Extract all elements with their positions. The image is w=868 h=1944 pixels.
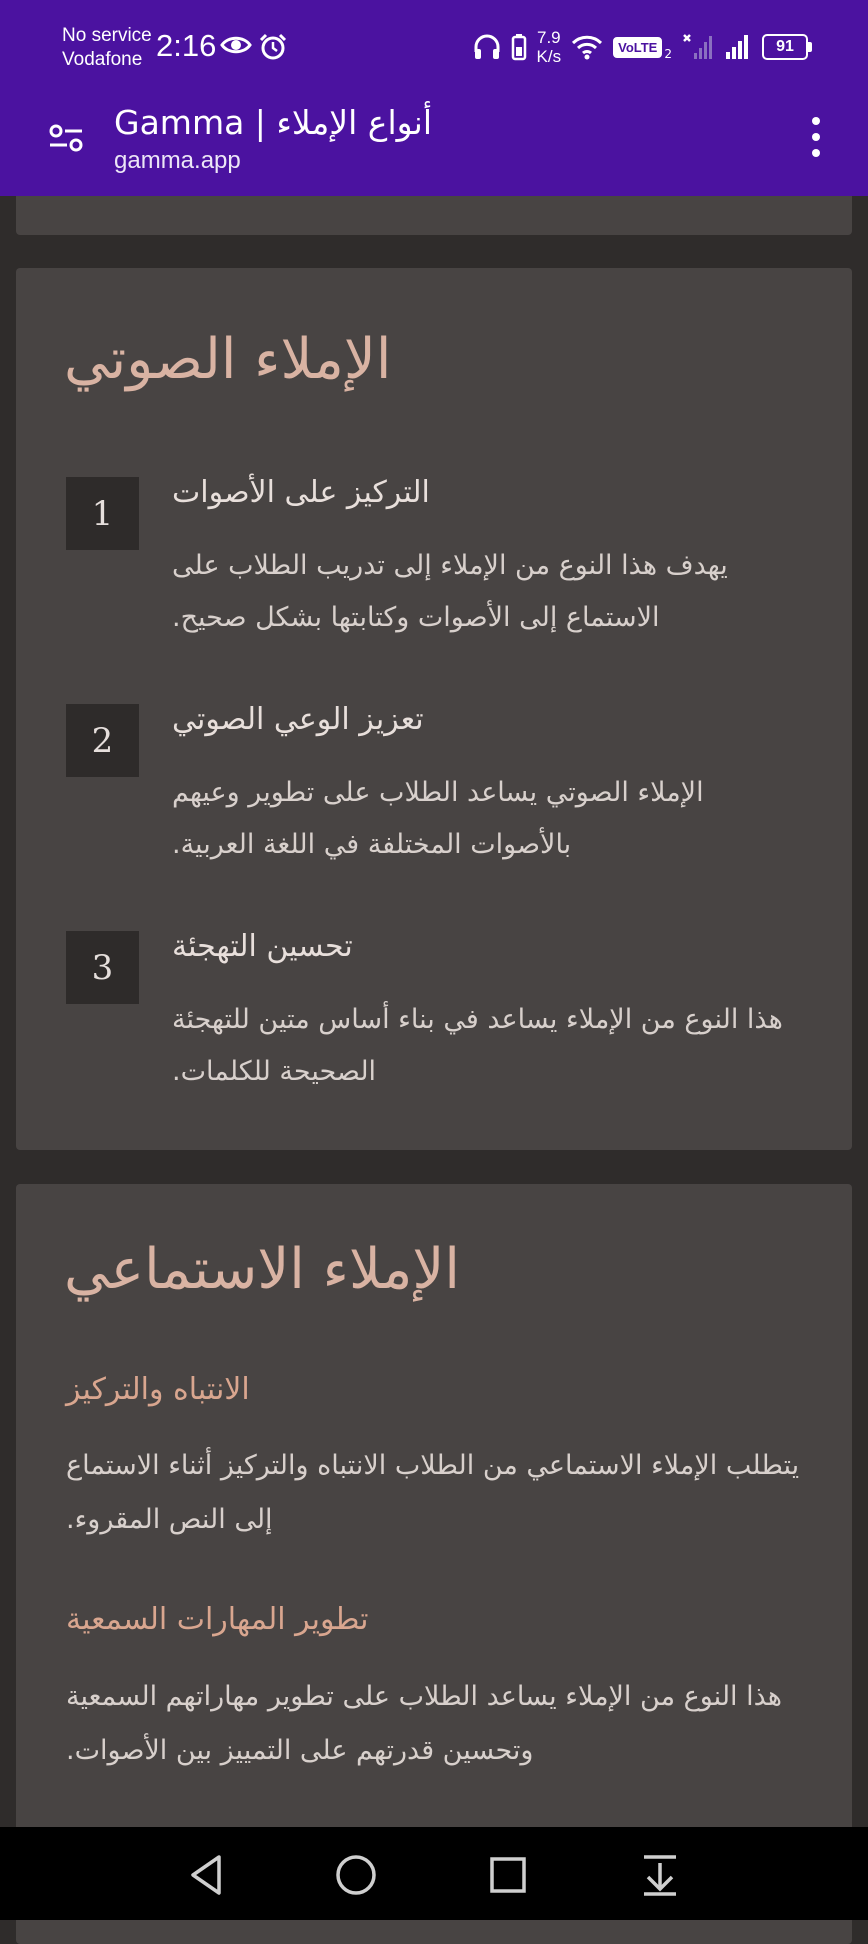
- carrier-line-1: No service: [62, 25, 152, 46]
- carrier-line-2: Vodafone: [62, 49, 143, 70]
- phonetic-dictation-card: [16, 268, 852, 1150]
- item-text: هذا النوع من الإملاء يساعد في بناء أساس متين للتهجئة الصحيحة للكلمات.: [172, 1004, 783, 1087]
- section-title: الإملاء الاستماعي: [64, 1237, 460, 1302]
- browser-toolbar: [0, 95, 868, 196]
- battery-saver-icon: [511, 33, 527, 61]
- sub-text: هذا النوع من الإملاء يساعد الطلاب على تطوير مهاراتهم السمعية وتحسين قدرتهم على التمييز بين الأصوات.: [66, 1681, 783, 1766]
- sub-heading: تطوير المهارات السمعية: [66, 1602, 369, 1637]
- more-options-icon[interactable]: [804, 117, 828, 157]
- recents-icon: [488, 1855, 528, 1895]
- site-settings-icon[interactable]: [48, 121, 84, 155]
- eye-icon: [220, 34, 252, 56]
- network-speed: [537, 28, 562, 66]
- signal-icon: [722, 34, 752, 60]
- signal-sim2-icon: [682, 33, 712, 61]
- status-bar: [0, 0, 868, 95]
- item-title: تحسين التهجئة: [172, 929, 353, 964]
- volte-badge: VoLTE: [613, 37, 662, 58]
- url-display[interactable]: gamma.app: [114, 147, 241, 174]
- clock: 2:16: [156, 28, 217, 63]
- item-number: 1: [66, 477, 139, 550]
- sim-slot-label: 2: [664, 47, 672, 61]
- item-title: تعزيز الوعي الصوتي: [172, 702, 424, 737]
- previous-card-bottom: [16, 196, 852, 235]
- home-icon: [334, 1853, 378, 1897]
- sub-heading: الانتباه والتركيز: [66, 1372, 250, 1407]
- battery-icon: 91: [762, 34, 808, 60]
- item-text: الإملاء الصوتي يساعد الطلاب على تطوير وعيهم بالأصوات المختلفة في اللغة العربية.: [172, 777, 704, 860]
- dot: [812, 133, 820, 141]
- section-title: الإملاء الصوتي: [64, 327, 392, 392]
- item-number: 2: [66, 704, 139, 777]
- back-icon: [186, 1853, 226, 1897]
- network-speed-value: 7.9: [537, 28, 561, 47]
- network-speed-unit: K/s: [536, 47, 562, 66]
- carrier-info: [62, 24, 152, 72]
- recents-button[interactable]: [484, 1851, 532, 1899]
- alarm-icon: [258, 33, 288, 61]
- pull-down-icon: [640, 1853, 680, 1897]
- home-button[interactable]: [332, 1851, 380, 1899]
- dot: [812, 149, 820, 157]
- item-number: 3: [66, 931, 139, 1004]
- item-title: التركيز على الأصوات: [172, 475, 430, 510]
- status-icons-right: [473, 24, 808, 70]
- item-text: يهدف هذا النوع من الإملاء إلى تدريب الطلاب على الاستماع إلى الأصوات وكتابتها بشكل صحيح.: [172, 550, 728, 633]
- system-navigation-bar: [0, 1827, 868, 1920]
- sub-text: يتطلب الإملاء الاستماعي من الطلاب الانتباه والتركيز أثناء الاستماع إلى النص المقروء.: [66, 1450, 800, 1535]
- wifi-icon: [571, 34, 603, 60]
- headphones-icon: [473, 34, 501, 60]
- dot: [812, 117, 820, 125]
- notification-pull-button[interactable]: [636, 1851, 684, 1899]
- back-button[interactable]: [182, 1851, 230, 1899]
- page-title: Gamma | أنواع الإملاء: [114, 103, 433, 142]
